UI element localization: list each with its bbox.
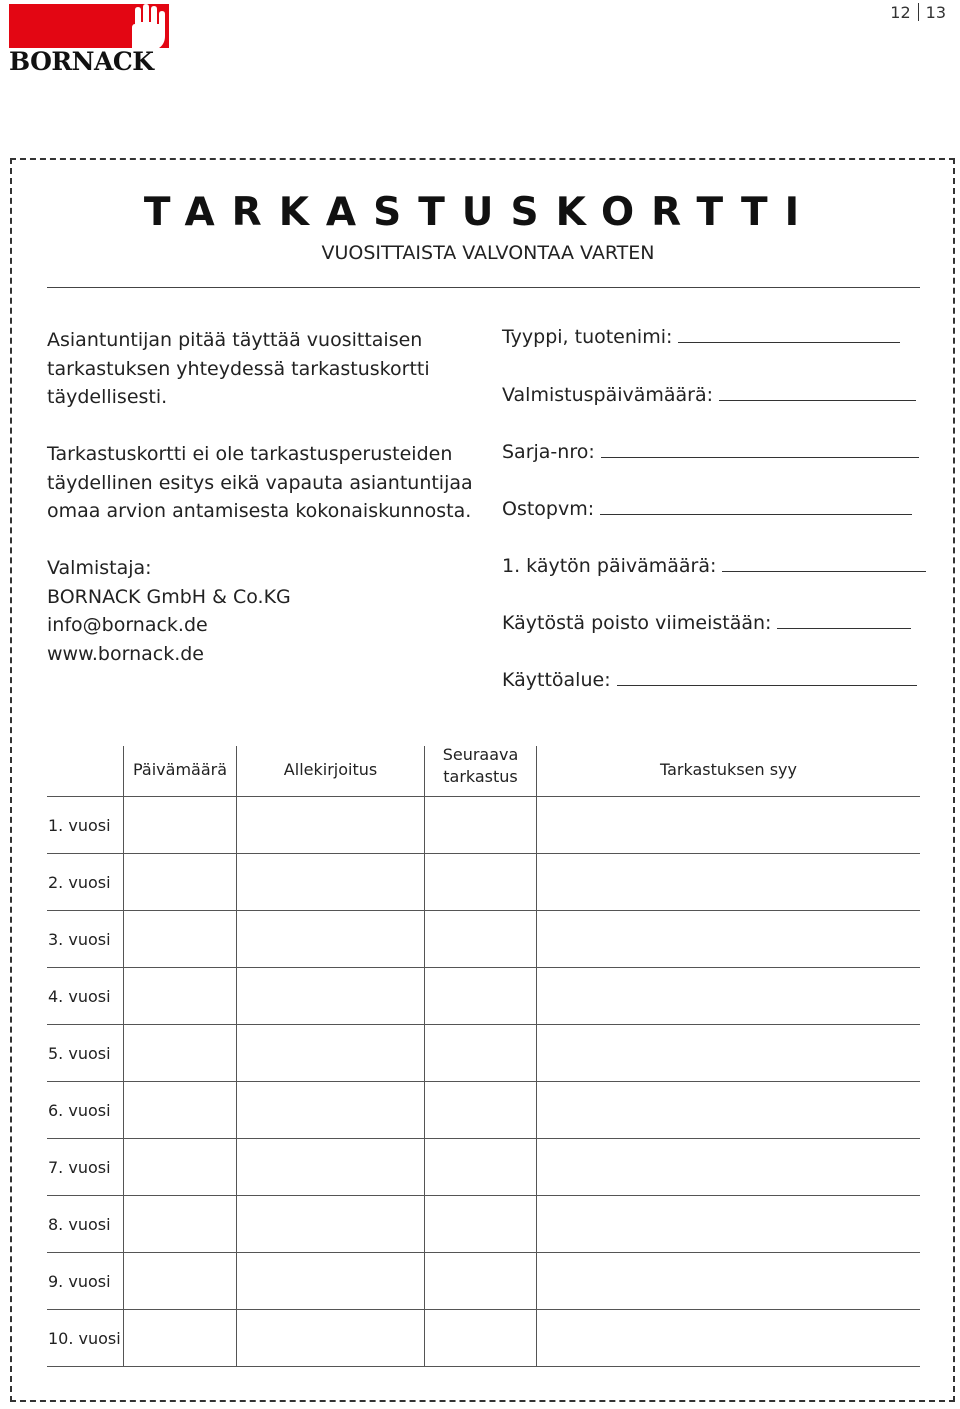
column-divider [236,746,237,1367]
column-divider [424,746,425,1367]
header-reason: Tarkastuksen syy [660,760,797,779]
field-first-use-date[interactable] [502,555,926,577]
bornack-logo [9,4,161,74]
field-label: Tyyppi, tuotenimi: [502,326,673,348]
row-divider [47,1252,920,1253]
field-fill-line[interactable] [601,457,919,458]
field-label: 1. käytön päivämäärä: [502,555,717,577]
intro-paragraph-1: Asiantuntijan pitää täyttää vuosittaisen tarkastuksen yhteydessä tarkastuskortti täydellisesti. [47,329,430,408]
intro-paragraph-2: Tarkastuskortti ei ole tarkastusperusteiden täydellinen esitys eikä vapauta asiantuntijaa omaa arvion antamisesta kokonaiskunnosta. [47,443,473,522]
row-divider [47,796,920,797]
row-year-label: 6. vuosi [48,1101,111,1120]
field-label: Käytöstä poisto viimeistään: [502,612,772,634]
row-year-label: 10. vuosi [48,1329,121,1348]
header-next-inspection [425,744,536,788]
manufacturer-email[interactable]: info@bornack.de [47,614,208,636]
row-divider [47,1195,920,1196]
field-fill-line[interactable] [617,685,917,686]
row-divider [47,1366,920,1367]
column-divider [123,746,124,1367]
row-divider [47,967,920,968]
page-current: 12 [890,3,911,22]
page-title: TARKASTUSKORTTI [143,190,817,235]
row-year-label: 8. vuosi [48,1215,111,1234]
title-divider [47,287,920,288]
field-label: Valmistuspäivämäärä: [502,384,714,406]
row-divider [47,1081,920,1082]
row-divider [47,853,920,854]
row-year-label: 9. vuosi [48,1272,111,1291]
page-subtitle: VUOSITTAISTA VALVONTAA VARTEN [321,242,655,264]
logo-wordmark: BORNACK [9,47,154,76]
field-fill-line[interactable] [777,628,911,629]
field-label: Käyttöalue: [502,669,611,691]
row-year-label: 7. vuosi [48,1158,111,1177]
manufacturer-block [47,554,487,668]
row-year-label: 3. vuosi [48,930,111,949]
field-fill-line[interactable] [719,400,916,401]
field-fill-line[interactable] [678,342,900,343]
header-next-line2: tarkastus [443,767,518,786]
hand-icon [124,4,169,48]
row-year-label: 1. vuosi [48,816,111,835]
row-year-label: 4. vuosi [48,987,111,1006]
manufacturer-label: Valmistaja: [47,557,152,579]
row-divider [47,910,920,911]
field-fill-line[interactable] [722,571,926,572]
header-date: Päivämäärä [132,760,228,779]
row-year-label: 5. vuosi [48,1044,111,1063]
manufacturer-company: BORNACK GmbH & Co.KG [47,585,291,608]
column-divider [536,746,537,1367]
field-purchase-date[interactable] [502,498,912,520]
header-next-line1: Seuraava [442,745,519,764]
field-area-of-use[interactable] [502,669,917,691]
field-label: Ostopvm: [502,498,595,520]
field-fill-line[interactable] [600,514,912,515]
page-separator [918,3,919,21]
field-manufacture-date[interactable] [502,384,916,406]
logo-red-block [9,4,124,48]
field-serial-number[interactable] [502,441,919,463]
row-divider [47,1138,920,1139]
field-label: Sarja-nro: [502,441,595,463]
manufacturer-website[interactable]: www.bornack.de [47,642,205,665]
page-number [890,3,946,22]
field-type-product-name[interactable] [502,326,900,348]
row-year-label: 2. vuosi [48,873,111,892]
row-divider [47,1309,920,1310]
header-signature: Allekirjoitus [283,760,378,779]
row-divider [47,1024,920,1025]
page-next: 13 [925,3,946,22]
field-retirement-date[interactable] [502,612,911,634]
